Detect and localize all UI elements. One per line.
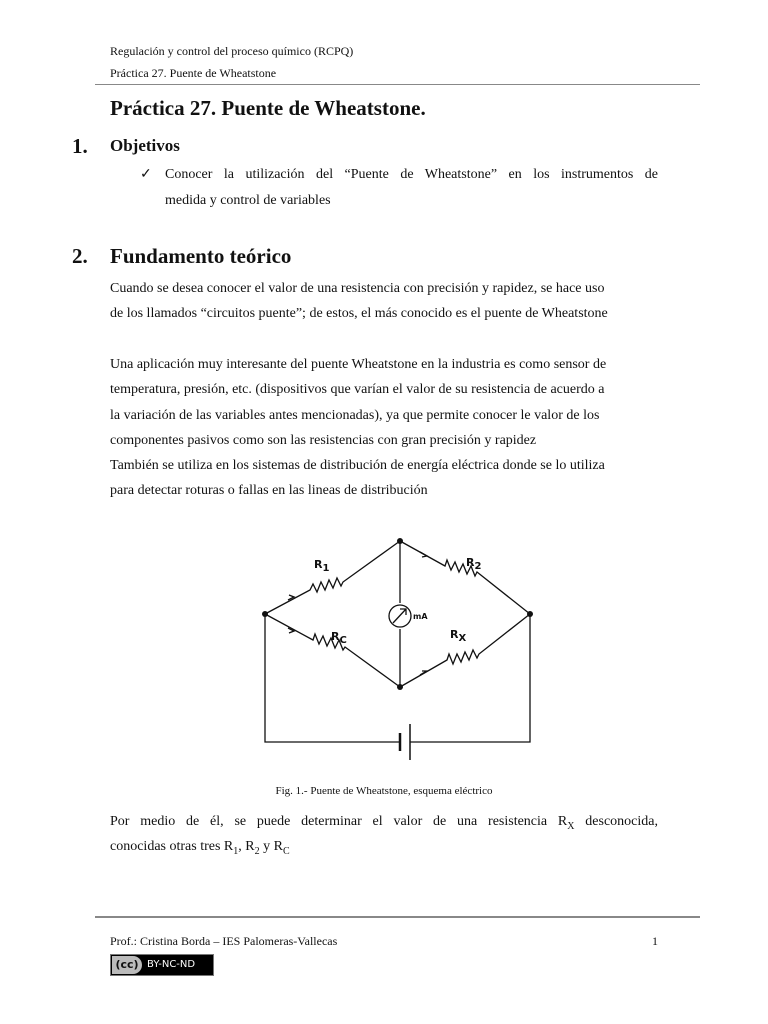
cc-license-badge[interactable] — [110, 954, 214, 976]
resistor-r1 — [265, 541, 400, 614]
footer-author: Prof.: Cristina Borda – IES Palomeras-Vallecas — [110, 934, 338, 948]
header-course: Regulación y control del proceso químico (RCPQ) — [110, 44, 354, 58]
section-heading: Objetivos — [110, 136, 180, 155]
objective-line: Conocer la utilización del “Puente de Wheatstone” en los instrumentos de — [165, 167, 658, 182]
header-practice: Práctica 27. Puente de Wheatstone — [110, 66, 277, 80]
paragraph-line: para detectar roturas o fallas en las lineas de distribución — [110, 483, 428, 498]
resistor-r2 — [400, 541, 530, 614]
paragraph-line: temperatura, presión, etc. (dispositivos que varían el valor de su resistencia de acuerdo a — [110, 382, 605, 397]
paragraph-line: Una aplicación muy interesante del puente Wheatstone en la industria es como sensor de — [110, 357, 607, 372]
section-number: 1. — [72, 134, 88, 158]
paragraph-line: componentes pasivos como son las resistencias con gran precisión y rapidez — [110, 433, 537, 448]
checkmark-icon: ✓ — [140, 167, 152, 182]
section-number: 2. — [72, 244, 88, 268]
paragraph-line: conocidas otras tres $R_1$, $R_2$ y $R_C$ — [110, 839, 290, 857]
resistor-rx — [400, 614, 530, 687]
label-r2: $R_2$ — [466, 556, 482, 573]
paragraph-line: de los llamados “circuitos puente”; de estos, el más conocido es el puente de Wheatstone — [110, 306, 608, 321]
label-rc: $R_C$ — [331, 630, 347, 647]
paragraph-line: la variación de las variables antes mencionadas), ya que permite conocer le valor de los — [110, 408, 600, 423]
page-number: 1 — [652, 934, 658, 948]
resistor-rc — [265, 614, 400, 687]
figure-caption: Fig. 1.- Puente de Wheatstone, esquema eléctrico — [275, 785, 493, 797]
paragraph-line: Por medio de él, se puede determinar el valor de una resistencia $R_X$ desconocida, — [110, 814, 658, 832]
license-text: BY-NC-ND — [147, 959, 196, 970]
label-meter: mA — [413, 612, 428, 621]
objective-line: medida y control de variables — [165, 193, 331, 208]
paragraph-line: También se utiliza en los sistemas de distribución de energía eléctrica donde se lo utiliza — [110, 458, 605, 473]
page-title: Práctica 27. Puente de Wheatstone. — [110, 96, 426, 120]
cc-logo: (cc) — [112, 956, 142, 974]
paragraph-line: Cuando se desea conocer el valor de una resistencia con precisión y rapidez, se hace uso — [110, 281, 605, 296]
footer-rule — [95, 916, 700, 918]
section-heading: Fundamento teórico — [110, 244, 292, 268]
label-rx: $R_X$ — [450, 628, 467, 645]
label-r1: $R_1$ — [314, 558, 330, 575]
